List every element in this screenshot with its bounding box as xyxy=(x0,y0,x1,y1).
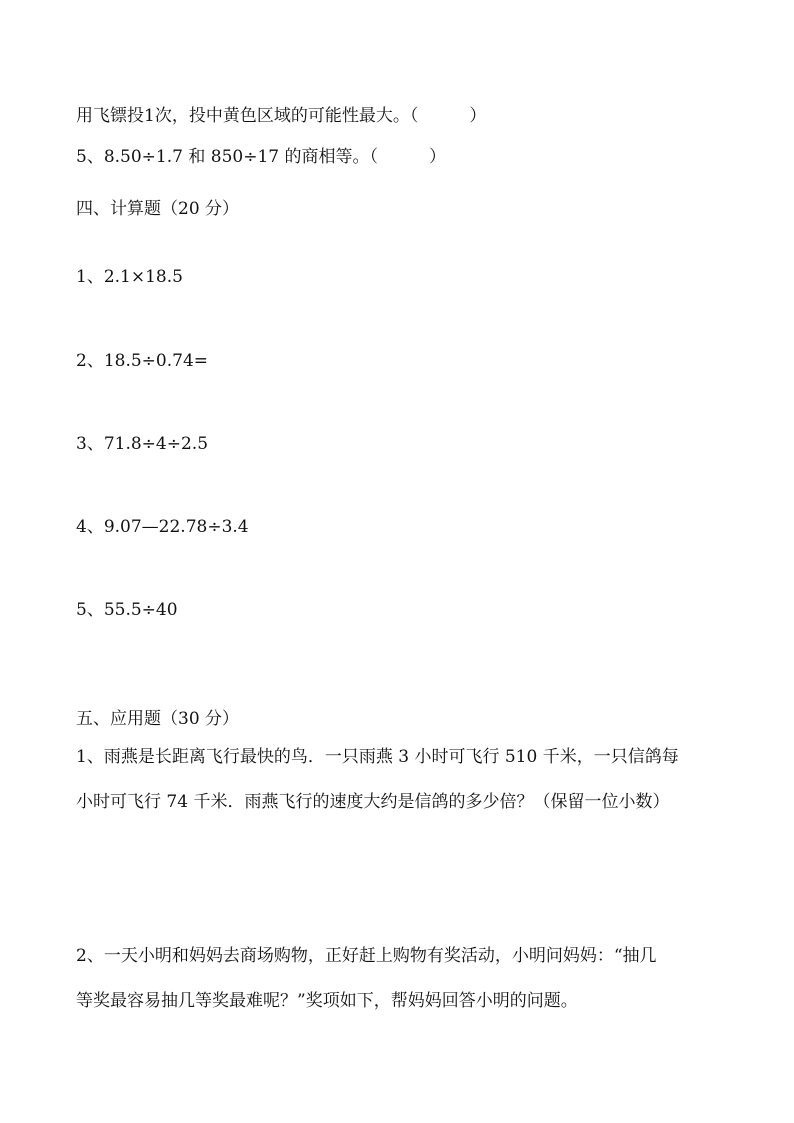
word-problem-1-line-1: 1、雨燕是长距离飞行最快的鸟．一只雨燕 3 小时可飞行 510 千米，一只信鸽每 xyxy=(76,747,679,767)
judge-question-5: 5、8.50÷1.7 和 850÷17 的商相等。（ ） xyxy=(76,147,446,167)
section-4-heading: 四、计算题（20 分） xyxy=(76,199,240,219)
calc-item-2: 2、18.5÷0.74= xyxy=(76,351,209,371)
calc-item-4: 4、9.07—22.78÷3.4 xyxy=(76,517,249,537)
judge-question-4-continuation: 用飞镖投1次，投中黄色区域的可能性最大。（ ） xyxy=(76,106,487,126)
section-5-heading: 五、应用题（30 分） xyxy=(76,709,240,729)
word-problem-1-line-2: 小时可飞行 74 千米．雨燕飞行的速度大约是信鸽的多少倍？（保留一位小数） xyxy=(76,792,670,812)
calc-item-1: 1、2.1×18.5 xyxy=(76,267,183,287)
word-problem-2-line-2: 等奖最容易抽几等奖最难呢？”奖项如下，帮妈妈回答小明的问题。 xyxy=(76,991,578,1011)
calc-item-5: 5、55.5÷40 xyxy=(76,600,178,620)
calc-item-3: 3、71.8÷4÷2.5 xyxy=(76,434,209,454)
word-problem-2-line-1: 2、一天小明和妈妈去商场购物，正好赶上购物有奖活动，小明问妈妈：“抽几 xyxy=(76,946,657,966)
